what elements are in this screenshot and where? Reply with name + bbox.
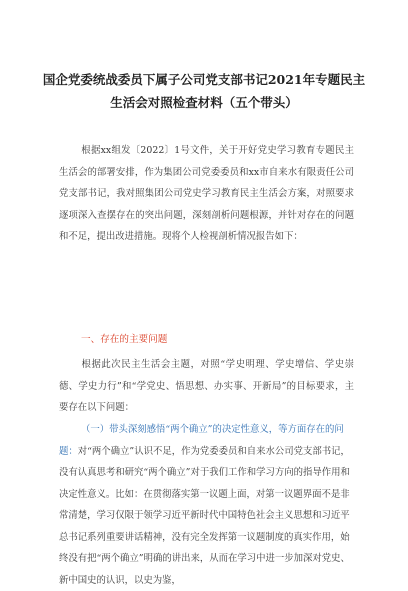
section-intro-paragraph (59, 354, 354, 419)
subsection-paragraph (59, 419, 354, 591)
subsection-text: 对“两个确立”认识不足，作为党委委员和自来水公司党支部书记，没有认真思考和研究“两个确立”对于我们工作和学习方向的指导作用和决定性意义。比如：在贯彻落实第一议题上面，对第一议题界面不是非常清楚，学习仅限于领学习近平新时代中国特色社会主义思想和习近平总书记系列重要讲话精神，没有完全发挥第一议题制度的真实作用，始终没有把“两个确立”明确的讲出来，从而在学习中进一步加深对党史、新中国史的认识，以史为鉴， (59, 445, 350, 586)
title-line-2: 生活会对照检查材料（五个带头） (110, 95, 298, 110)
document-title (40, 68, 368, 114)
subsection-heading: （一）带头深刻感悟“两个确立”的决定性意义，等方面存在的问题： (59, 424, 344, 457)
section-heading: 一、存在的主要问题 (81, 334, 168, 345)
title-line-1: 国企党委统战委员下属子公司党支部书记2021年专题民主 (42, 72, 366, 87)
intro-text: 根据xx组发〔2022〕1号文件，关于开好党史学习教育专题民主生活会的部署安排，作为集团公司党委委员和xx市自来水有限责任公司党支部书记，我对照集团公司党史学习教育民主生活会方案，对照要求逐项深入查摆存在的突出问题，深刻剖析问题根源，并针对存在的问题和不足，提出改进措施。现将个人检视剖析情况报告如下： (59, 145, 354, 242)
section-intro-text: 根据此次民主生活会主题，对照“学史明理、学史增信、学史崇德、学史力行”和“学党史、悟思想、办实事、开新局”的目标要求，主要存在以下问题： (59, 359, 354, 413)
intro-paragraph (59, 140, 354, 248)
